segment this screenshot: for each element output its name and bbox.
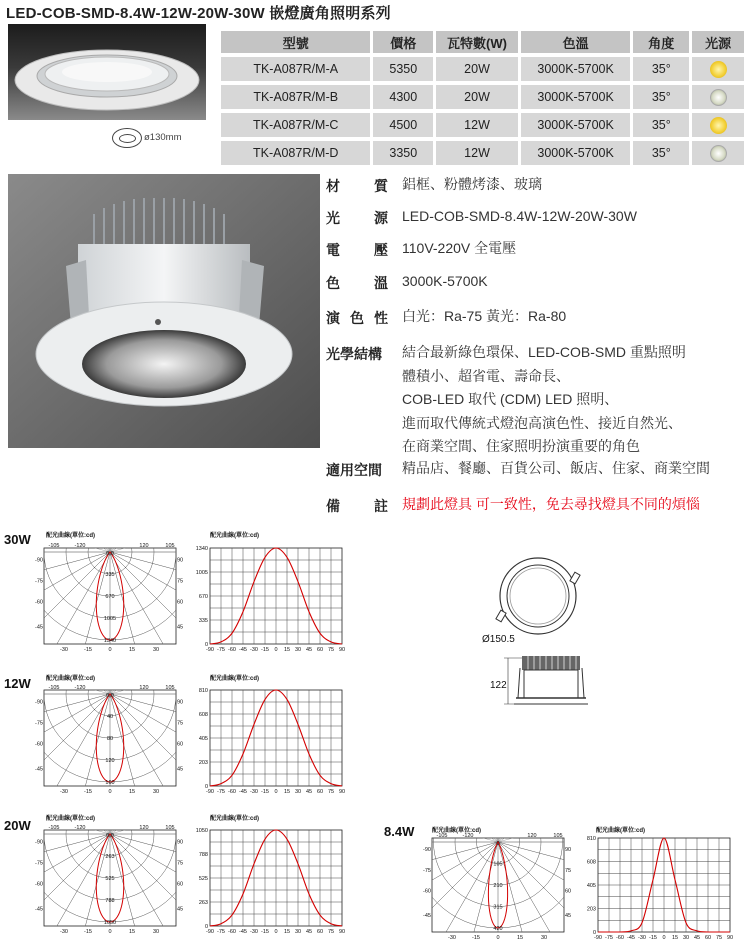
x-tick-label: 60 — [704, 935, 712, 941]
angle-label: -60 — [423, 888, 431, 895]
x-tick-label: -90 — [206, 929, 214, 935]
angle-label: 15 — [128, 647, 136, 653]
angle-label: -105 — [48, 825, 60, 831]
angle-label: -90 — [35, 839, 43, 846]
watt-label-30w: 30W — [4, 532, 31, 547]
x-tick-label: 60 — [316, 929, 324, 935]
angle-label: -105 — [436, 833, 448, 839]
x-tick-label: -75 — [217, 929, 225, 935]
angle-label: 0 — [108, 647, 112, 653]
y-tick-label: 810 — [586, 836, 596, 842]
angle-label: 45 — [177, 906, 184, 913]
label-optics: 光學結構 — [326, 346, 382, 362]
cutout-size — [112, 128, 232, 148]
x-tick-label: 45 — [693, 935, 701, 941]
light-source-icon — [710, 89, 727, 106]
ring-label: 210 — [493, 883, 503, 889]
watt-label-8w: 8.4W — [384, 824, 415, 839]
product-photo-angled — [8, 174, 320, 448]
line-chart-20w — [194, 824, 348, 938]
angle-label: 45 — [177, 624, 184, 631]
angle-label: -15 — [84, 647, 92, 653]
x-tick-label: -75 — [217, 647, 225, 653]
cell-source — [692, 141, 744, 165]
ring-label: 120 — [105, 758, 115, 764]
chart-title: 配光曲線(單位:cd) — [432, 828, 481, 834]
y-tick-label: 1005 — [195, 570, 208, 576]
x-tick-label: 15 — [283, 789, 291, 795]
watt-label-12w: 12W — [4, 676, 31, 691]
label-material: 材 質 — [326, 178, 388, 194]
chart-title: 配光曲線(單位:cd) — [210, 533, 259, 539]
x-tick-label: 30 — [294, 929, 302, 935]
x-tick-label: -30 — [250, 647, 258, 653]
x-tick-label: -60 — [228, 647, 236, 653]
y-tick-label: 0 — [592, 930, 596, 936]
x-tick-label: 90 — [338, 789, 346, 795]
chart-title: 配光曲線(單位:cd) — [596, 828, 645, 834]
x-tick-label: -75 — [605, 935, 613, 941]
y-tick-label: 0 — [204, 784, 208, 790]
x-tick-label: -45 — [239, 789, 247, 795]
value-voltage: 110V-220V 全電壓 — [402, 240, 517, 256]
x-tick-label: -15 — [261, 789, 269, 795]
angle-label: -105 — [48, 685, 60, 691]
chart-title: 配光曲線(單位:cd) — [210, 676, 259, 682]
x-tick-label: -45 — [627, 935, 635, 941]
x-tick-label: 15 — [283, 647, 291, 653]
angle-label: 15 — [128, 789, 136, 795]
angle-label: 120 — [527, 833, 537, 839]
angle-label: -75 — [35, 578, 43, 585]
cell-model: TK-A087R/M-B — [221, 85, 370, 109]
angle-label: -75 — [35, 720, 43, 727]
x-tick-label: 75 — [327, 789, 335, 795]
x-tick-label: -60 — [228, 789, 236, 795]
x-tick-label: 45 — [305, 647, 313, 653]
angle-label: 105 — [165, 825, 175, 831]
cell-model: TK-A087R/M-D — [221, 141, 370, 165]
x-tick-label: 0 — [274, 929, 278, 935]
angle-label: -75 — [35, 860, 43, 867]
y-tick-label: 525 — [198, 876, 208, 882]
cell-watt: 12W — [436, 141, 518, 165]
x-tick-label: -30 — [638, 935, 646, 941]
x-tick-label: -30 — [250, 929, 258, 935]
ring-label: 40 — [106, 714, 114, 720]
angle-label: -15 — [84, 789, 92, 795]
label-voltage: 電 壓 — [326, 242, 388, 258]
angle-label: 15 — [516, 935, 524, 941]
ring-label: 0.0 — [106, 693, 114, 699]
x-tick-label: -45 — [239, 647, 247, 653]
x-tick-label: 60 — [316, 789, 324, 795]
line-chart-8w — [582, 832, 736, 944]
cutout-label: ø130mm — [144, 132, 182, 143]
x-tick-label: -90 — [594, 935, 602, 941]
y-tick-label: 203 — [198, 760, 208, 766]
angle-label: 75 — [177, 578, 184, 585]
x-tick-label: -90 — [206, 789, 214, 795]
light-source-icon — [710, 117, 727, 134]
x-tick-label: 90 — [338, 929, 346, 935]
table-row — [221, 113, 744, 137]
label-note: 備 註 — [326, 498, 388, 514]
angle-label: 105 — [165, 543, 175, 549]
cell-watt: 20W — [436, 85, 518, 109]
x-tick-label: 0 — [662, 935, 666, 941]
angle-label: -75 — [423, 867, 431, 874]
x-tick-label: -15 — [649, 935, 657, 941]
cell-price: 3350 — [373, 141, 433, 165]
y-tick-label: 670 — [198, 594, 208, 600]
angle-label: 75 — [177, 720, 184, 727]
angle-label: -90 — [423, 847, 431, 854]
cell-cct: 3000K-5700K — [521, 85, 631, 109]
value-note: 規劃此燈具 可一致性，免去尋找燈具不同的煩惱 — [402, 496, 700, 512]
angle-label: 120 — [139, 543, 149, 549]
ring-label: 160 — [105, 780, 115, 786]
y-tick-label: 788 — [198, 852, 208, 858]
angle-label: -120 — [74, 543, 86, 549]
cell-cct: 3000K-5700K — [521, 141, 631, 165]
cell-angle: 35° — [633, 141, 689, 165]
x-tick-label: -15 — [261, 929, 269, 935]
ring-label: 80 — [106, 736, 114, 742]
value-cri: 白光：Ra-75 黃光：Ra-80 — [402, 308, 567, 324]
y-tick-label: 0 — [204, 924, 208, 930]
page-title: LED-COB-SMD-8.4W-12W-20W-30W 嵌燈廣角照明系列 — [6, 5, 391, 22]
x-tick-label: 0 — [274, 789, 278, 795]
x-tick-label: -45 — [239, 929, 247, 935]
ring-label: 1005 — [103, 616, 117, 622]
angle-label: 0 — [108, 789, 112, 795]
angle-label: -15 — [472, 935, 480, 941]
angle-label: -90 — [35, 557, 43, 564]
angle-label: 60 — [177, 881, 184, 888]
angle-label: 60 — [565, 888, 572, 895]
light-source-icon — [710, 145, 727, 162]
polar-chart-8w — [418, 832, 578, 944]
x-tick-label: 90 — [338, 647, 346, 653]
angle-label: -30 — [60, 929, 68, 935]
angle-label: -120 — [462, 833, 474, 839]
y-tick-label: 0 — [204, 642, 208, 648]
chart-title: 配光曲線(單位:cd) — [210, 816, 259, 822]
chart-title: 配光曲線(單位:cd) — [46, 533, 95, 539]
y-tick-label: 1050 — [195, 828, 208, 834]
angle-label: 60 — [177, 599, 184, 606]
angle-label: 105 — [553, 833, 563, 839]
header-source: 光源 — [692, 31, 744, 53]
cutout-icon — [112, 128, 142, 148]
x-tick-label: 0 — [274, 647, 278, 653]
angle-label: 30 — [152, 647, 160, 653]
angle-label: -45 — [35, 766, 43, 773]
header-price: 價格 — [373, 31, 433, 53]
angle-label: -60 — [35, 599, 43, 606]
y-tick-label: 1340 — [195, 546, 208, 552]
cell-cct: 3000K-5700K — [521, 113, 631, 137]
angle-label: -60 — [35, 881, 43, 888]
x-tick-label: 75 — [327, 929, 335, 935]
value-material: 鋁框、粉體烤漆、玻璃 — [402, 176, 542, 192]
angle-label: 30 — [152, 929, 160, 935]
angle-label: -30 — [60, 789, 68, 795]
angle-label: -120 — [74, 825, 86, 831]
y-tick-label: 608 — [586, 859, 596, 866]
dimension-height: 122 — [490, 680, 507, 691]
chart-title: 配光曲線(單位:cd) — [46, 816, 95, 822]
cell-model: TK-A087R/M-C — [221, 113, 370, 137]
x-tick-label: 75 — [327, 647, 335, 653]
angle-label: 15 — [128, 929, 136, 935]
angle-label: -60 — [35, 741, 43, 748]
x-tick-label: -15 — [261, 647, 269, 653]
angle-label: 45 — [565, 912, 572, 919]
y-tick-label: 263 — [198, 900, 208, 906]
angle-label: -45 — [35, 624, 43, 631]
angle-label: 90 — [177, 557, 184, 564]
label-cct: 色 溫 — [326, 275, 388, 291]
table-row — [221, 57, 744, 81]
x-tick-label: -30 — [250, 789, 258, 795]
dimension-diameter: Ø150.5 — [482, 634, 515, 645]
label-light: 光 源 — [326, 210, 388, 226]
angle-label: 120 — [139, 825, 149, 831]
ring-label: 335 — [105, 572, 115, 578]
light-source-icon — [710, 61, 727, 78]
header-model: 型號 — [221, 31, 370, 53]
cell-price: 4500 — [373, 113, 433, 137]
ring-label: 1050 — [103, 920, 117, 926]
angle-label: 0 — [108, 929, 112, 935]
angle-label: 0 — [496, 935, 500, 941]
table-row — [221, 85, 744, 109]
x-tick-label: 45 — [305, 789, 313, 795]
ring-label: 263 — [105, 854, 115, 860]
x-tick-label: 30 — [294, 647, 302, 653]
x-tick-label: 90 — [726, 935, 734, 941]
line-chart-12w — [194, 684, 348, 798]
angle-label: 30 — [540, 935, 548, 941]
polar-chart-20w — [30, 824, 190, 938]
y-tick-label: 335 — [198, 618, 208, 624]
label-usage: 適用空間 — [326, 462, 382, 478]
dimension-drawing — [478, 556, 598, 736]
angle-label: 45 — [177, 766, 184, 773]
header-watt: 瓦特數(W) — [436, 31, 518, 53]
ring-label: 105 — [493, 861, 503, 868]
angle-label: -90 — [35, 699, 43, 706]
cell-source — [692, 85, 744, 109]
cell-watt: 20W — [436, 57, 518, 81]
table-row — [221, 141, 744, 165]
angle-label: -15 — [84, 929, 92, 935]
angle-label: 90 — [565, 847, 572, 854]
angle-label: -45 — [35, 906, 43, 913]
angle-label: -120 — [74, 685, 86, 691]
line-chart-30w — [194, 542, 348, 656]
angle-label: 75 — [177, 860, 184, 867]
ring-label: 525 — [105, 876, 115, 882]
y-tick-label: 608 — [198, 712, 208, 718]
x-tick-label: -90 — [206, 647, 214, 653]
angle-label: 120 — [139, 685, 149, 691]
cell-source — [692, 113, 744, 137]
angle-label: -105 — [48, 543, 60, 549]
label-cri: 演 色 性 — [326, 310, 388, 326]
x-tick-label: 75 — [715, 935, 723, 941]
angle-label: -30 — [60, 647, 68, 653]
angle-label: -45 — [423, 912, 431, 919]
x-tick-label: 60 — [316, 647, 324, 653]
cell-angle: 35° — [633, 113, 689, 137]
chart-title: 配光曲線(單位:cd) — [46, 676, 95, 682]
value-usage: 精品店、餐廳、百貨公司、飯店、住家、商業空間 — [402, 460, 710, 476]
x-tick-label: 15 — [283, 929, 291, 935]
cell-angle: 35° — [633, 57, 689, 81]
ring-label: 0.0 — [106, 833, 114, 839]
ring-label: 1340 — [103, 638, 117, 644]
angle-label: 30 — [152, 789, 160, 795]
x-tick-label: -60 — [228, 929, 236, 935]
x-tick-label: 30 — [294, 789, 302, 795]
value-light: LED-COB-SMD-8.4W-12W-20W-30W — [402, 208, 637, 224]
ring-label: 0.0 — [106, 551, 114, 557]
y-tick-label: 405 — [586, 883, 596, 889]
y-tick-label: 203 — [586, 906, 596, 913]
cell-price: 4300 — [373, 85, 433, 109]
model-table — [218, 27, 747, 169]
cell-angle: 35° — [633, 85, 689, 109]
value-cct: 3000K-5700K — [402, 273, 488, 289]
ring-label: 420 — [493, 926, 503, 932]
angle-label: -30 — [448, 935, 456, 941]
table-header — [221, 31, 744, 53]
header-cct: 色溫 — [521, 31, 631, 53]
x-tick-label: -75 — [217, 789, 225, 795]
angle-label: 90 — [177, 699, 184, 706]
angle-label: 90 — [177, 839, 184, 846]
x-tick-label: 15 — [671, 935, 679, 941]
x-tick-label: 45 — [305, 929, 313, 935]
angle-label: 105 — [165, 685, 175, 691]
x-tick-label: -60 — [616, 935, 624, 941]
watt-label-20w: 20W — [4, 818, 31, 833]
value-optics: 結合最新綠色環保、LED-COB-SMD 重點照明 體積小、超省電、壽命長、 COB-LED 取代 (CDM) LED 照明、 進而取代傳統式燈泡高演色性、接近自然光、 在商業空間、住家照明扮演重要的角色 — [402, 344, 686, 454]
angle-label: 75 — [565, 867, 572, 874]
cell-price: 5350 — [373, 57, 433, 81]
ring-label: 315 — [493, 904, 503, 911]
y-tick-label: 810 — [198, 688, 208, 694]
polar-chart-12w — [30, 684, 190, 798]
x-tick-label: 30 — [682, 935, 690, 941]
product-photo-front — [8, 24, 206, 120]
header-angle: 角度 — [633, 31, 689, 53]
ring-label: 788 — [105, 898, 115, 904]
y-tick-label: 405 — [198, 736, 208, 742]
ring-label: 670 — [105, 594, 115, 600]
polar-chart-30w — [30, 542, 190, 656]
cell-source — [692, 57, 744, 81]
ring-label: 0 — [496, 841, 500, 847]
cell-cct: 3000K-5700K — [521, 57, 631, 81]
cell-model: TK-A087R/M-A — [221, 57, 370, 81]
cell-watt: 12W — [436, 113, 518, 137]
angle-label: 60 — [177, 741, 184, 748]
